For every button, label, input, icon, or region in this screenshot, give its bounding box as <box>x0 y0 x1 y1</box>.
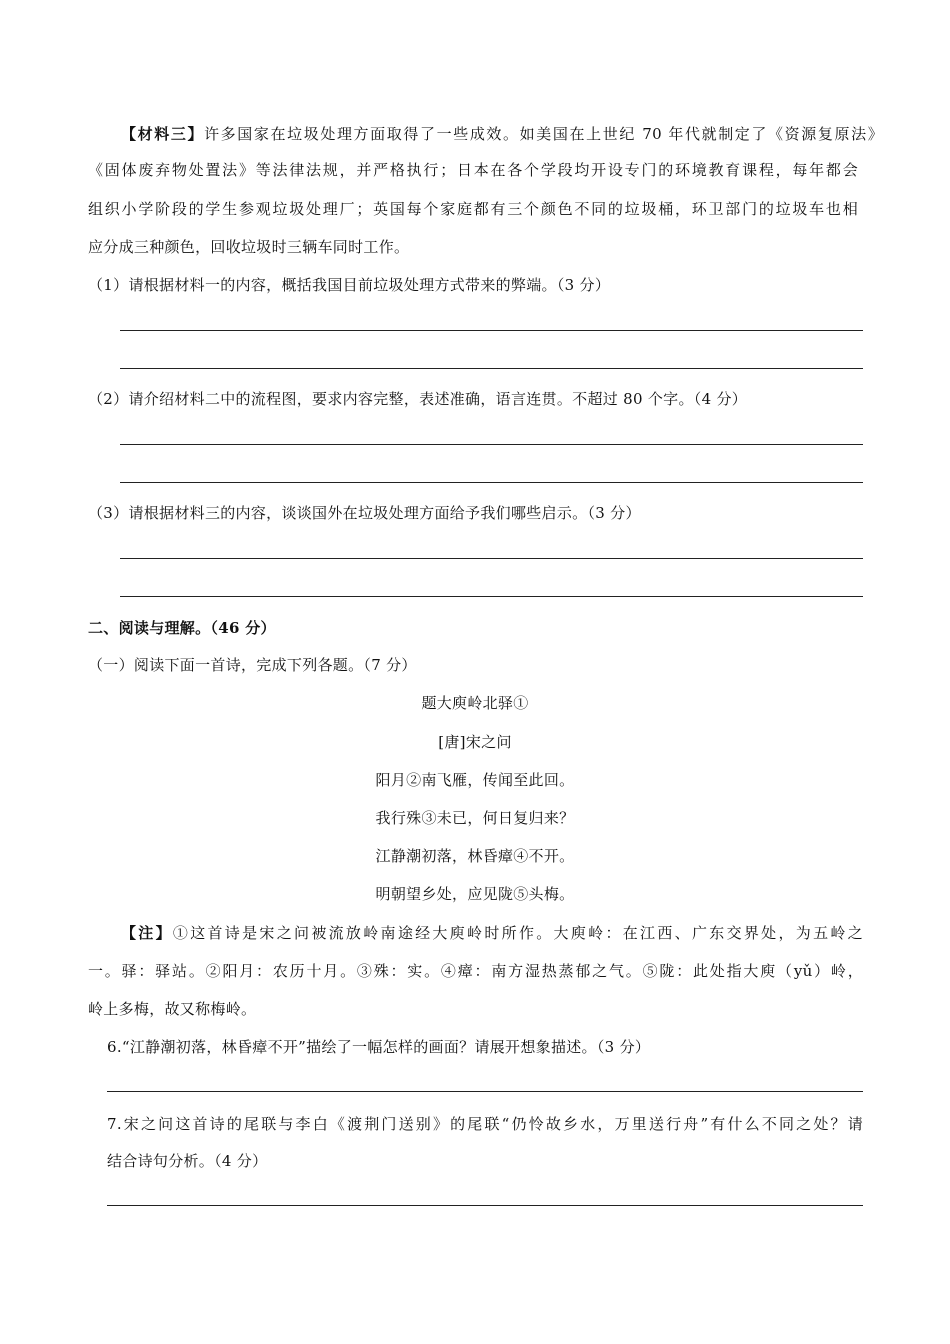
poem-author: [唐]宋之问 <box>438 733 512 751</box>
question-2: （2）请介绍材料二中的流程图，要求内容完整，表述准确，语言连贯。不超过 80 个字。（4 分） <box>88 390 748 408</box>
notes-label: 【注】 <box>121 924 173 942</box>
section-2-sub1: （一）阅读下面一首诗，完成下列各题。（7 分） <box>88 656 417 674</box>
answer-line[interactable] <box>120 482 863 483</box>
notes-line1-text: ①这首诗是宋之问被流放岭南途经大庾岭时所作。大庾岭：在江西、广东交界处，为五岭之 <box>172 924 863 942</box>
poem-line: 明朝望乡处，应见陇⑤头梅。 <box>375 885 575 903</box>
question-7-line1: 7.宋之问这首诗的尾联与李白《渡荆门送别》的尾联“仍怜故乡水，万里送行舟”有什么不同之处？请 <box>107 1115 863 1133</box>
answer-line[interactable] <box>120 330 863 331</box>
notes-line2: 一。驿：驿站。②阳月：农历十月。③殊：实。④瘴：南方湿热蒸郁之气。⑤陇：此处指大庾（yǔ）岭， <box>88 962 863 980</box>
material3-line2: 《固体废弃物处置法》等法律法规，并严格执行；日本在各个学段均开设专门的环境教育课程，每年都会 <box>88 161 858 179</box>
poem-line: 阳月②南飞雁，传闻至此回。 <box>375 771 575 789</box>
notes-line1 <box>121 923 863 943</box>
question-7-line2: 结合诗句分析。（4 分） <box>107 1152 268 1170</box>
material3-line1-text: 许多国家在垃圾处理方面取得了一些成效。如美国在上世纪 70 年代就制定了《资源复原法》 <box>204 125 883 143</box>
material3-line3: 组织小学阶段的学生参观垃圾处理厂；英国每个家庭都有三个颜色不同的垃圾桶，环卫部门的垃圾车也相 <box>88 200 858 218</box>
material3-label: 【材料三】 <box>121 125 205 143</box>
material3-line1 <box>121 124 883 144</box>
answer-line[interactable] <box>120 596 863 597</box>
poem-line: 江静潮初落，林昏瘴④不开。 <box>375 847 575 865</box>
answer-line[interactable] <box>120 444 863 445</box>
material3-line4: 应分成三种颜色，回收垃圾时三辆车同时工作。 <box>88 238 410 256</box>
notes-line3: 岭上多梅，故又称梅岭。 <box>88 1000 257 1018</box>
answer-line[interactable] <box>107 1205 863 1206</box>
poem-title: 题大庾岭北驿① <box>421 694 529 712</box>
answer-line[interactable] <box>107 1091 863 1092</box>
question-1: （1）请根据材料一的内容，概括我国目前垃圾处理方式带来的弊端。（3 分） <box>88 276 611 294</box>
question-6: 6.“江静潮初落，林昏瘴不开”描绘了一幅怎样的画面？请展开想象描述。（3 分） <box>107 1038 651 1056</box>
answer-line[interactable] <box>120 368 863 369</box>
section-2-title: 二、阅读与理解。（46 分） <box>88 619 276 637</box>
answer-line[interactable] <box>120 558 863 559</box>
question-3: （3）请根据材料三的内容，谈谈国外在垃圾处理方面给予我们哪些启示。（3 分） <box>88 504 641 522</box>
poem-line: 我行殊③未已，何日复归来？ <box>375 809 575 827</box>
